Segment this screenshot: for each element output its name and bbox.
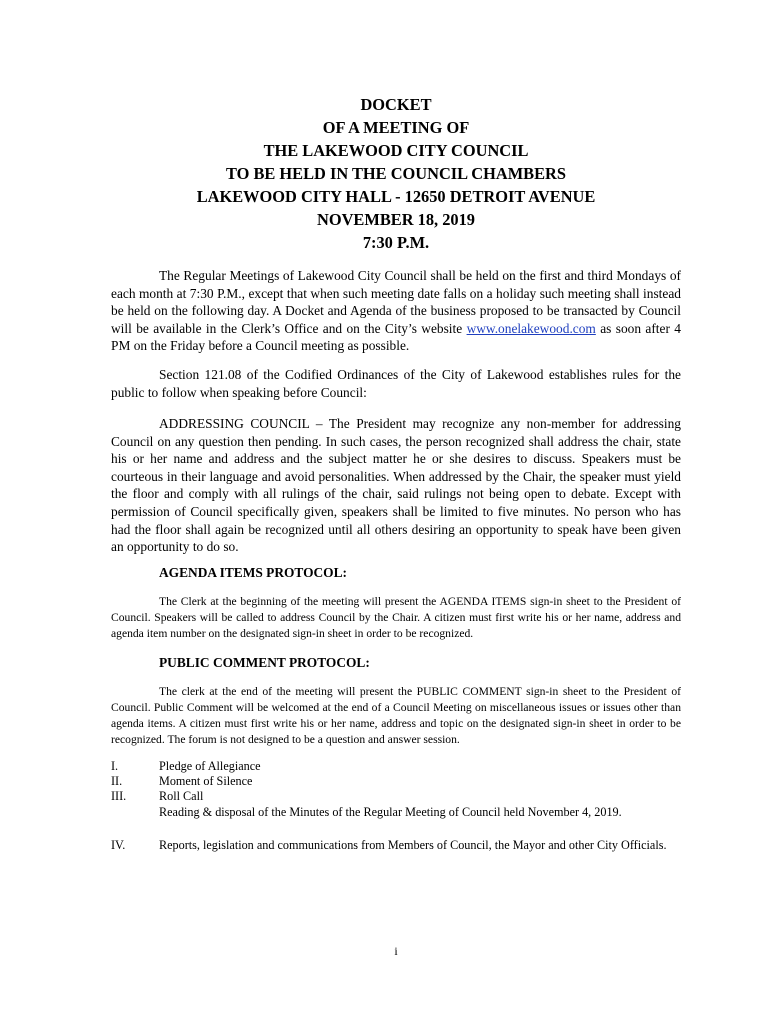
docket-page (111, 0, 681, 1024)
website-link[interactable]: www.onelakewood.com (466, 320, 596, 336)
agenda-item (111, 774, 681, 789)
docket-title (111, 93, 681, 254)
intro-paragraph (111, 267, 681, 355)
title-line: TO BE HELD IN THE COUNCIL CHAMBERS (225, 164, 567, 183)
title-line: NOVEMBER 18, 2019 (317, 210, 475, 229)
agenda-list (111, 759, 681, 853)
agenda-item-number: IV. (111, 837, 126, 852)
title-line: DOCKET (360, 95, 432, 114)
title-line: LAKEWOOD CITY HALL - 12650 DETROIT AVENUE (196, 187, 596, 206)
page-number: i (394, 944, 398, 958)
title-line: OF A MEETING OF (322, 118, 470, 137)
agenda-item-number (111, 805, 159, 820)
agenda-item-number: I. (111, 759, 119, 773)
public-comment-heading: PUBLIC COMMENT PROTOCOL: (159, 655, 370, 670)
agenda-item (111, 838, 681, 853)
agenda-item-text: Reading & disposal of the Minutes of the Regular Meeting of Council held November 4, 2019. (159, 804, 622, 819)
agenda-item-number: III. (111, 789, 127, 804)
agenda-item-text: Roll Call (159, 789, 204, 804)
agenda-item (111, 805, 681, 820)
agenda-item (111, 789, 681, 804)
section-rule-paragraph: Section 121.08 of the Codified Ordinances of the City of Lakewood establishes rules for the public to follow when speaking before Council: (111, 367, 681, 400)
agenda-protocol-text: The Clerk at the beginning of the meeting will present the AGENDA ITEMS sign-in sheet to the President of Council. Speakers will be called to address Council by the Chair. A citizen must first write his or her name, address and agenda item number on the designated sign-in sheet in order to be recognized. (111, 595, 681, 640)
agenda-protocol-heading: AGENDA ITEMS PROTOCOL: (159, 565, 347, 580)
title-line: 7:30 P.M. (362, 233, 430, 252)
public-comment-text: The clerk at the end of the meeting will present the PUBLIC COMMENT sign-in sheet to the President of Council. Public Comment will be welcomed at the end of a Council Meeting on miscellaneous issues or issues other than agenda items. A citizen must first write his or her name, address and topic on the designated sign-in sheet in order to be recognized. The forum is not designed to be a question and answer session. (111, 685, 681, 746)
title-line: THE LAKEWOOD CITY COUNCIL (263, 141, 529, 160)
intro-text-after: as soon after 4 PM on the Friday before a Council meeting as possible. (111, 320, 681, 354)
agenda-item-text: Moment of Silence (159, 774, 253, 789)
addressing-council-paragraph: ADDRESSING COUNCIL – The President may recognize any non-member for addressing Council on any question then pending. In such cases, the person recognized shall address the chair, state his or her name and address and the subject matter he or she desires to discuss. Speakers must be courteous in their language and avoid personalities. When addressed by the Chair, the speaker must yield the floor and comply with all rulings of the chair, said rulings not being open to debate. Except with permission of Council specifically given, speakers shall be limited to five minutes. No person who has had the floor shall again be recognized until all others desiring an opportunity to speak have been given an opportunity to do so. (111, 416, 681, 555)
agenda-item-text: Reports, legislation and communications from Members of Council, the Mayor and other City Officials. (159, 837, 667, 852)
agenda-item-text: Pledge of Allegiance (159, 759, 261, 773)
agenda-item (111, 759, 681, 774)
intro-text-before: The Regular Meetings of Lakewood City Council shall be held on the first and third Mondays of each month at 7:30 P.M., except that when such meeting date falls on a holiday such meeting shall instead be held on the following day. A Docket and Agenda of the business proposed to be transacted by Council will be available in the Clerk’s Office and on the City’s website (111, 268, 681, 336)
agenda-item-number: II. (111, 774, 123, 789)
